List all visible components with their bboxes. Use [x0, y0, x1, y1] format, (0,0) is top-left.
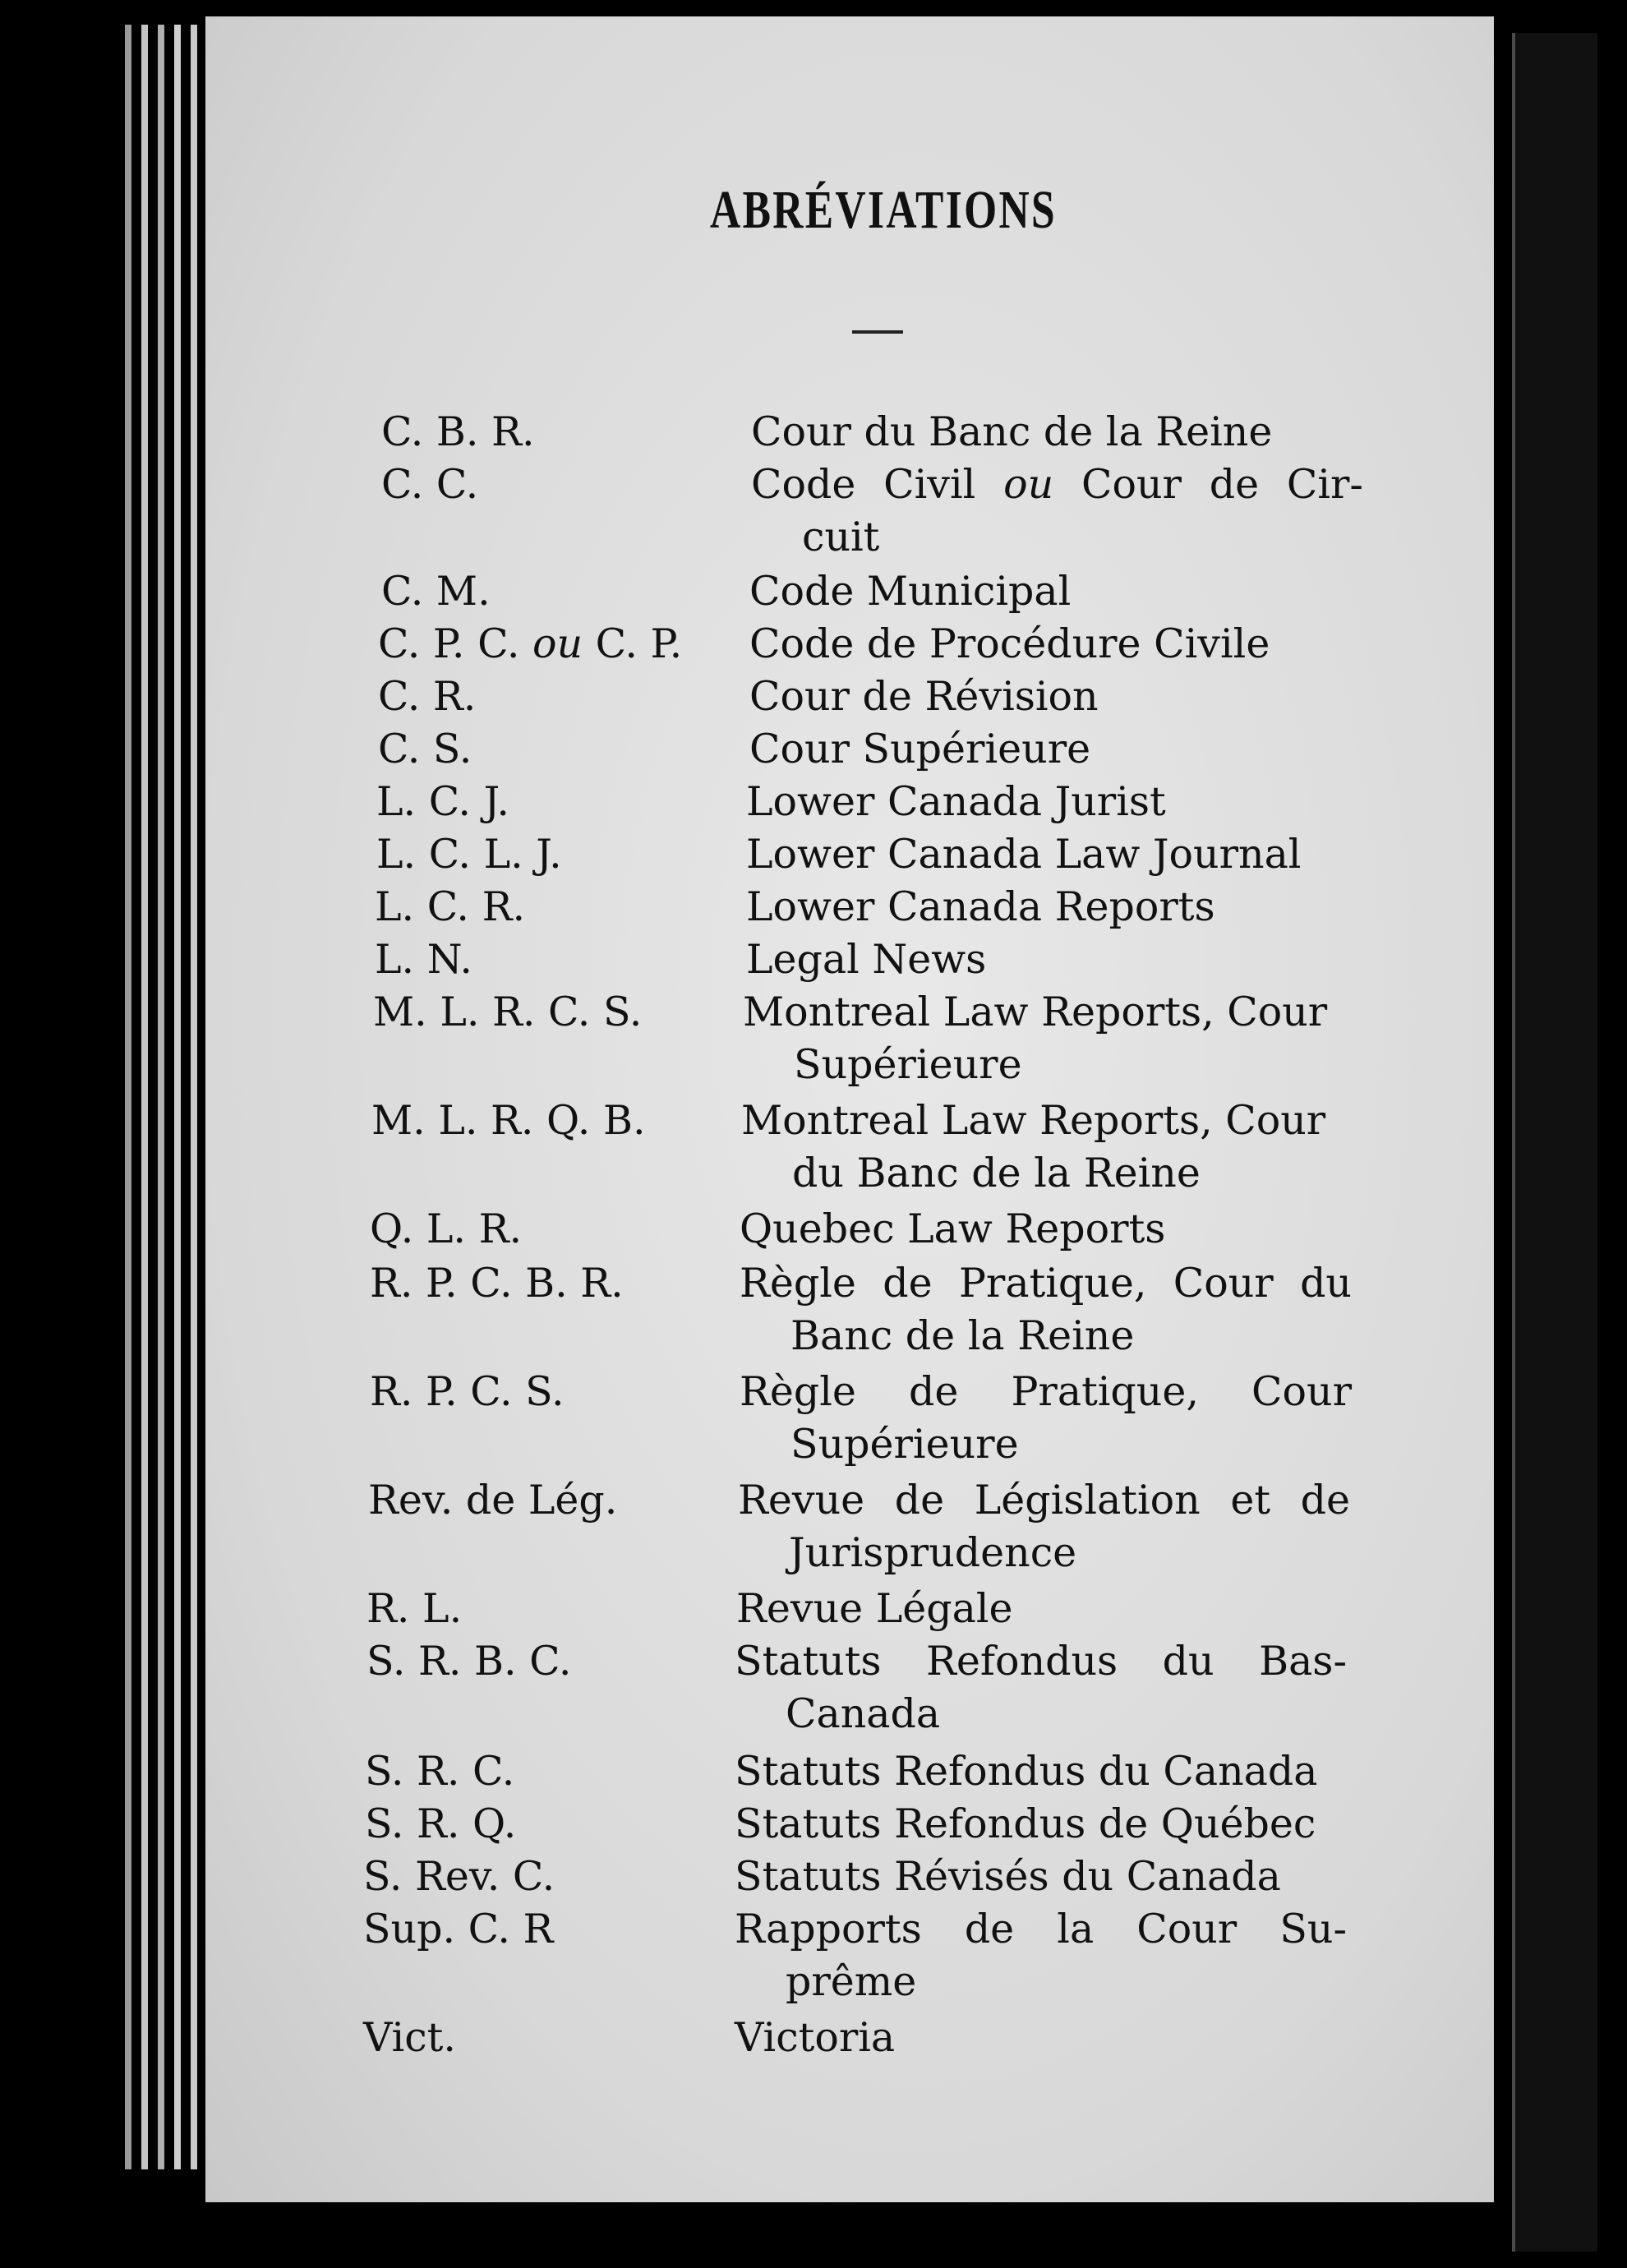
definition — [741, 1095, 1353, 1200]
definition — [749, 618, 1362, 671]
definition-text: Code Civil — [751, 461, 976, 508]
definition-line: Lower Canada Jurist — [746, 778, 1166, 825]
abbreviation: Rev. de Lég. — [368, 1477, 618, 1524]
definition-line: Rapports de la Cour Su- — [735, 1906, 1347, 1952]
definition-text: Cour de Cir- — [1081, 461, 1363, 508]
definition-continuation: du Banc de la Reine — [792, 1150, 1201, 1196]
definition-line: Statuts Refondus de Québec — [735, 1800, 1316, 1847]
abbreviation: S. R. Q. — [365, 1800, 517, 1847]
definition — [735, 2012, 1347, 2064]
definition-line: Règle de Pratique, Cour du — [740, 1260, 1352, 1307]
definition — [736, 1583, 1348, 1635]
abbreviation: Sup. C. R — [363, 1906, 554, 1952]
definition-continuation: prême — [786, 1958, 917, 2005]
definition — [740, 1203, 1352, 1256]
definition — [749, 565, 1362, 618]
abbreviation: C. R. — [378, 673, 477, 720]
definition-line: Statuts Refondus du Canada — [735, 1748, 1318, 1795]
definition — [735, 1798, 1347, 1851]
definition-continuation: Jurisprudence — [789, 1529, 1077, 1576]
definition-line: Revue Légale — [736, 1585, 1013, 1632]
abbreviation: C. S. — [378, 726, 472, 772]
abbreviation — [378, 618, 682, 671]
definition — [735, 1745, 1347, 1798]
definition-continuation: Supérieure — [790, 1421, 1019, 1468]
definition-continuation: cuit — [802, 514, 880, 560]
definition-line: Règle de Pratique, Cour — [740, 1368, 1352, 1415]
page-title: ABRÉVIATIONS — [710, 180, 1057, 240]
definition-line: Montreal Law Reports, Cour — [743, 989, 1328, 1035]
abbreviation: C. C. — [381, 461, 479, 508]
abbreviation: C. B. R. — [381, 408, 535, 455]
abbreviation: L. C. J. — [376, 778, 510, 825]
definition-line: Victoria — [735, 2014, 896, 2061]
definition-line — [751, 459, 1363, 511]
abbreviation-text: C. P. C. — [378, 620, 520, 667]
definition-line: Montreal Law Reports, Cour — [741, 1097, 1326, 1144]
abbreviation: C. M. — [381, 568, 491, 615]
definition — [735, 1635, 1347, 1740]
abbreviation: S. R. C. — [365, 1748, 515, 1795]
definition-continuation: Canada — [786, 1690, 941, 1737]
definition — [746, 881, 1358, 933]
abbreviation: L. C. R. — [375, 883, 526, 930]
definition-continuation: Banc de la Reine — [790, 1312, 1135, 1359]
definition-continuation: Supérieure — [794, 1041, 1022, 1088]
definition — [749, 723, 1362, 776]
definition-line: Code Municipal — [749, 568, 1072, 615]
abbreviation: M. L. R. C. S. — [373, 989, 643, 1035]
definition-line: Cour de Révision — [749, 673, 1099, 720]
abbreviation: S. R. B. C. — [366, 1638, 572, 1685]
abbreviation: R. P. C. B. R. — [370, 1260, 624, 1307]
abbreviation: M. L. R. Q. B. — [371, 1097, 646, 1144]
abbreviation: R. L. — [366, 1585, 463, 1632]
definition — [735, 1903, 1347, 2008]
definition-line: Lower Canada Reports — [746, 883, 1215, 930]
definition-line: Quebec Law Reports — [740, 1205, 1166, 1252]
definition-line: Cour Supérieure — [749, 726, 1091, 772]
abbreviation: Vict. — [363, 2014, 456, 2061]
abbreviation: L. N. — [375, 936, 473, 983]
definition-line: Lower Canada Law Journal — [746, 831, 1302, 878]
abbreviation: R. P. C. S. — [370, 1368, 565, 1415]
definition — [738, 1474, 1350, 1579]
definition — [751, 459, 1363, 564]
definition-line: Code de Procédure Civile — [749, 620, 1270, 667]
definition — [743, 986, 1355, 1091]
definition — [749, 671, 1362, 723]
abbreviation: L. C. L. J. — [376, 831, 562, 878]
definition — [735, 1851, 1347, 1903]
definition-line: Statuts Révisés du Canada — [735, 1853, 1281, 1900]
abbreviation-italic: ou — [532, 620, 583, 667]
definition-italic: ou — [1003, 461, 1054, 508]
definition — [740, 1366, 1352, 1471]
definition — [740, 1257, 1352, 1362]
abbreviation: S. Rev. C. — [363, 1853, 555, 1900]
abbreviation: Q. L. R. — [370, 1205, 523, 1252]
definition — [746, 828, 1358, 881]
abbreviation-text: C. P. — [595, 620, 683, 667]
definition — [746, 776, 1358, 828]
definition-line: Revue de Législation et de — [738, 1477, 1350, 1524]
definition — [746, 933, 1358, 986]
definition-line: Legal News — [746, 936, 987, 983]
definition — [751, 406, 1363, 459]
definition-line: Statuts Refondus du Bas- — [735, 1638, 1347, 1685]
definition-line: Cour du Banc de la Reine — [751, 408, 1273, 455]
